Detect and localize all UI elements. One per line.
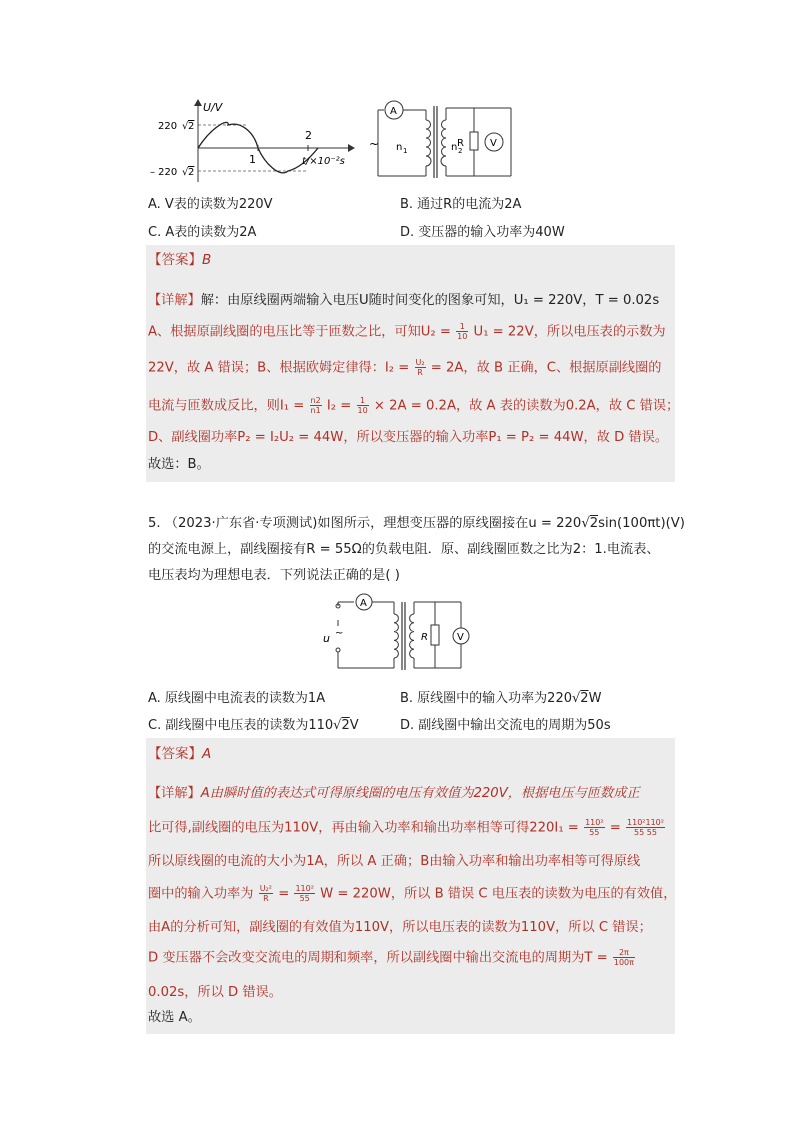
- detail-label: 【详解】: [148, 293, 201, 308]
- voltmeter-2-label: V: [457, 632, 464, 643]
- x-tick-1: 1: [249, 153, 256, 166]
- q5-detail-8: 故选 A。: [148, 1010, 201, 1025]
- answer-row-q4: 【答案】B: [148, 252, 212, 268]
- detail-line-6: 故选：B。: [148, 457, 210, 472]
- q5-option-d: D. 副线圈中输出交流电的周期为50s: [400, 718, 611, 733]
- y-max-label: 220: [158, 121, 178, 132]
- answer-value: A: [202, 746, 212, 762]
- q5-detail-3: 所以原线圈的电流的大小为1A，所以 A 正确；B由输入功率和输出功率相等可得原线: [148, 854, 641, 869]
- ammeter-2-label: A: [360, 598, 367, 609]
- q5-detail-7: 0.02s，所以 D 错误。: [148, 985, 282, 1000]
- transformer-circuit-1: [366, 96, 516, 180]
- fraction: $\frac{\text{U₂}}{R}$: [415, 358, 425, 377]
- ammeter-label: A: [390, 106, 397, 117]
- q5-detail-2: 比可得,副线圈的电压为110V，再由输入功率和输出功率相等可得220I₁ = $\frac{\text{110²}}{55}$ = $\frac{\text{110²110²}}{55 55}$: [148, 818, 664, 837]
- answer-row-q5: 【答案】A: [148, 746, 212, 762]
- q5-option-c: C. 副线圈中电压表的读数为110√2V: [148, 718, 359, 733]
- q5-detail-5: 由A的分析可知，副线圈的有效值为110V，所以电压表的读数为110V，所以 C 错误；: [148, 920, 652, 935]
- svg-text:1: 1: [403, 147, 408, 155]
- resistor-label: R: [457, 138, 464, 149]
- q5-detail-6: D 变压器不会改变交流电的周期和频率，所以副线圈中输出交流电的周期为T = $\frac{2\pi}{100\pi}$: [148, 948, 634, 967]
- voltage-time-graph: [150, 98, 360, 184]
- x-tick-2: 2: [305, 129, 312, 142]
- detail-line-1: 【详解】解：由原线圈两端输入电压U随时间变化的图象可知，U₁ = 220V，T = 0.02s: [148, 293, 660, 308]
- option-b: B. 通过R的电流为2A: [400, 197, 522, 212]
- source-label: u: [323, 632, 330, 645]
- q5-detail-4: 圈中的输入功率为 $\frac{\text{U₂²}}{R}$ = $\frac{\text{110²}}{55}$ W = 220W，所以 B 错误 C 电压表的读数为电压的有效值，: [148, 884, 677, 903]
- y-max-sqrt: 2: [188, 121, 195, 132]
- svg-text:~: ~: [369, 137, 380, 151]
- detail-line-5: D、副线圈功率P₂ = I₂U₂ = 44W，所以变压器的输入功率P₁ = P₂ = 44W，故 D 错误。: [148, 430, 669, 445]
- resistor-2-label: R: [421, 632, 428, 643]
- svg-text:√: √: [182, 121, 189, 132]
- y-min-label: – 220: [150, 167, 178, 178]
- q5-stem-line-2: 的交流电源上，副线圈接有R = 55Ω的负载电阻．原、副线圈匝数之比为2：1.电流表、: [148, 542, 660, 557]
- q5-detail-1: 【详解】A由瞬时值的表达式可得原线圈的电压有效值为220V，根据电压与匝数成正: [148, 786, 640, 801]
- voltmeter-label: V: [490, 138, 497, 149]
- detail-line-2: A、根据原副线圈的电压比等于匝数之比，可知U₂ = $\frac{1}{10}$ U₁ = 22V，所以电压表的示数为: [148, 322, 666, 341]
- detail-line-4: 电流与匝数成反比，则I₁ = $\frac{n2}{n1}$ I₂ = $\frac{1}{10}$ × 2A = 0.2A，故 A 表的读数为0.2A，故 C 错误；: [148, 396, 680, 415]
- q5-option-a: A. 原线圈中电流表的读数为1A: [148, 691, 326, 706]
- svg-text:~: ~: [335, 628, 344, 639]
- option-a: A. V表的读数为220V: [148, 197, 273, 212]
- option-d: D. 变压器的输入功率为40W: [400, 225, 565, 240]
- y-axis-label: U/V: [203, 101, 223, 114]
- transformer-circuit-2: [318, 592, 478, 672]
- n1-label: n: [396, 142, 403, 153]
- svg-text:√: √: [182, 167, 189, 178]
- option-c: C. A表的读数为2A: [148, 225, 257, 240]
- answer-value: B: [202, 252, 212, 268]
- svg-text:2: 2: [458, 147, 463, 155]
- n2-label: n: [451, 142, 458, 153]
- y-min-sqrt: 2: [188, 167, 195, 178]
- fraction: $\frac{1}{10}$: [457, 322, 468, 341]
- q5-stem-line-1: 5. （2023·广东省·专项测试)如图所示，理想变压器的原线圈接在u = 220√2sin(100πt)(V): [148, 516, 685, 531]
- q5-option-b: B. 原线圈中的输入功率为220√2W: [400, 691, 602, 706]
- detail-line-3: 22V，故 A 错误；B、根据欧姆定律得：I₂ = $\frac{\text{U₂}}{R}$ = 2A，故 B 正确，C、根据原副线圈的: [148, 358, 662, 377]
- x-axis-label: t/×10⁻²s: [302, 156, 345, 167]
- fraction: $\frac{n2}{n1}$: [310, 396, 321, 415]
- q5-stem-line-3: 电压表均为理想电表．下列说法正确的是( ): [148, 568, 400, 583]
- fraction: $\frac{1}{10}$: [357, 396, 368, 415]
